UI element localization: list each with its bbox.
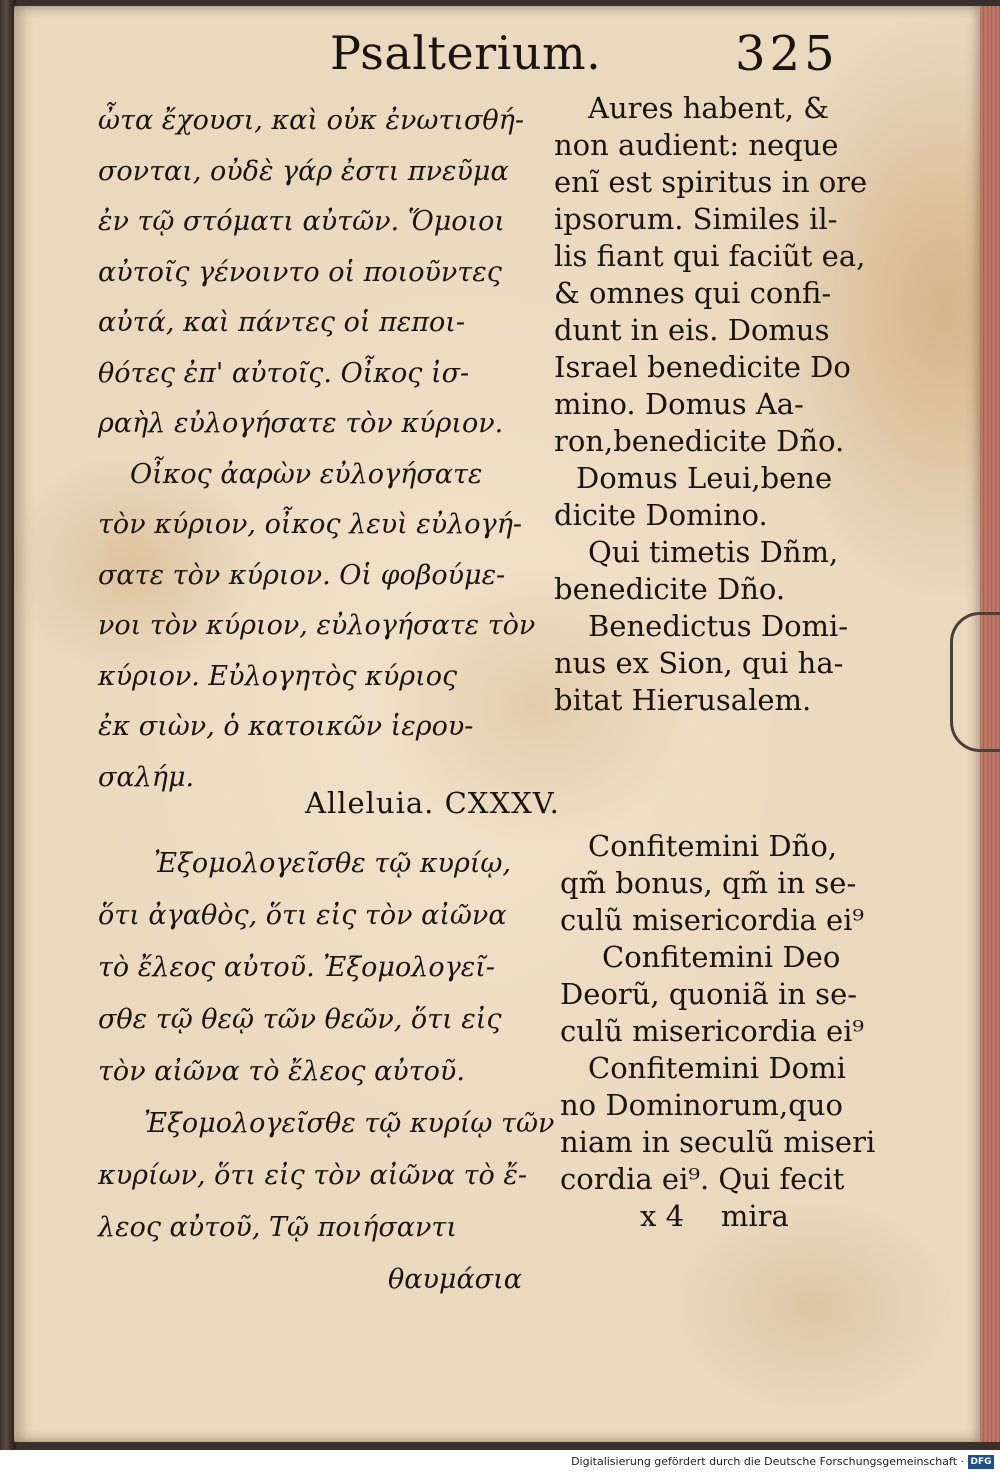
latin-line: dicite Domino. xyxy=(554,498,768,532)
greek-line: Ἐξομολογεῖσθε τῷ κυρίῳ, xyxy=(154,848,512,879)
latin-line: mino. Domus Aa- xyxy=(554,387,804,421)
latin-line: culũ misericordia ei⁹ xyxy=(560,1014,865,1048)
latin-line: ipsorum. Similes il- xyxy=(554,202,838,236)
page-title: Psalterium. xyxy=(330,26,602,80)
greek-line: σαλήμ. xyxy=(98,761,195,793)
greek-line: τὸν αἰῶνα τὸ ἔλεος αὐτοῦ. xyxy=(98,1056,465,1087)
greek-line: θαυμάσια xyxy=(388,1264,522,1295)
latin-column-1 xyxy=(554,90,867,719)
latin-line: Confitemini Domi xyxy=(588,1051,846,1085)
greek-line: κύριον. Εὐλογητὸς κύριος xyxy=(98,660,458,692)
signature-mark: x 4 mira xyxy=(640,1199,789,1233)
latin-line: culũ misericordia ei⁹ xyxy=(560,903,865,937)
latin-line: qm̃ bonus, qm̃ in se- xyxy=(560,866,857,900)
latin-line: benedicite Dño. xyxy=(554,572,786,606)
latin-line: non audient: neque xyxy=(554,128,839,162)
greek-line: ὦτα ἔχουσι, καὶ οὐκ ἐνωτισθή- xyxy=(98,105,524,136)
greek-line: ραὴλ εὐλογήσατε τὸν κύριον. xyxy=(98,408,504,439)
greek-line: αὐτά, καὶ πάντες οἱ πεποι- xyxy=(98,307,465,338)
greek-column-1 xyxy=(98,96,535,803)
latin-line: & omnes qui confi- xyxy=(554,276,832,310)
latin-line: Confitemini Dño, xyxy=(588,829,838,863)
greek-line: Οἶκος ἀαρὼν εὐλογήσατε xyxy=(130,458,483,490)
latin-line: bitat Hierusalem. xyxy=(554,683,812,717)
latin-line: Israel benedicite Do xyxy=(554,350,851,384)
latin-line: lis fiant qui faciũt ea, xyxy=(554,239,866,273)
latin-line: nus ex Sion, qui ha- xyxy=(554,646,844,680)
greek-line: ἐν τῷ στόματι αὐτῶν. Ὅμοιοι xyxy=(98,206,505,237)
greek-line: ἐκ σιὼν, ὁ κατοικῶν ἱερου- xyxy=(98,711,474,742)
bookmark-clip-icon xyxy=(950,612,1000,752)
funding-credit: Digitalisierung gefördert durch die Deutsche Forschungsgemeinschaft · xyxy=(571,1455,964,1468)
latin-line: Confitemini Deo xyxy=(602,940,841,974)
greek-line: θότες ἐπ' αὐτοῖς. Οἶκος ἰσ- xyxy=(98,357,470,389)
greek-line: νοι τὸν κύριον, εὐλογήσατε τὸν xyxy=(98,610,536,641)
latin-line: Deorũ, quoniã in se- xyxy=(560,977,858,1011)
greek-line: σθε τῷ θεῷ τῶν θεῶν, ὅτι εἰς xyxy=(98,1004,502,1035)
latin-line: ron,benedicite Dño. xyxy=(554,424,845,458)
greek-line: τὸ ἔλεος αὐτοῦ. Ἐξομολογεῖ- xyxy=(98,952,495,983)
latin-line: enĩ est spiritus in ore xyxy=(554,165,868,199)
greek-line: κυρίων, ὅτι εἰς τὸν αἰῶνα τὸ ἔ- xyxy=(98,1160,527,1191)
greek-line: αὐτοῖς γένοιντο οἱ ποιοῦντες xyxy=(98,256,502,288)
greek-line: τὸν κύριον, οἶκος λευὶ εὐλογή- xyxy=(98,509,522,540)
page-number: 325 xyxy=(735,26,839,82)
greek-column-2 xyxy=(98,838,554,1306)
latin-line: Aures habent, & xyxy=(588,91,830,125)
dfg-logo-icon: DFG xyxy=(968,1455,994,1469)
latin-line: Qui timetis Dñm, xyxy=(588,535,839,569)
greek-line: Ἐξομολογεῖσθε τῷ κυρίῳ τῶν xyxy=(144,1108,555,1139)
latin-line: niam in seculũ miseri xyxy=(560,1125,876,1159)
latin-line: cordia ei⁹. Qui fecit xyxy=(560,1162,845,1196)
latin-line: Benedictus Domi- xyxy=(588,609,849,643)
latin-line: dunt in eis. Domus xyxy=(554,313,830,347)
greek-line: σατε τὸν κύριον. Οἱ φοβούμε- xyxy=(98,559,506,591)
latin-line: Domus Leui,bene xyxy=(576,461,833,495)
latin-line: no Dominorum,quo xyxy=(560,1088,843,1122)
section-heading: Alleluia. CXXXV. xyxy=(305,786,560,820)
greek-line: σονται, οὐδὲ γάρ ἐστι πνεῦμα xyxy=(98,155,509,187)
greek-line: ὅτι ἀγαθὸς, ὅτι εἰς τὸν αἰῶνα xyxy=(98,900,507,931)
latin-column-2 xyxy=(560,828,875,1235)
greek-line: λεος αὐτοῦ, Τῷ ποιήσαντι xyxy=(98,1212,457,1243)
